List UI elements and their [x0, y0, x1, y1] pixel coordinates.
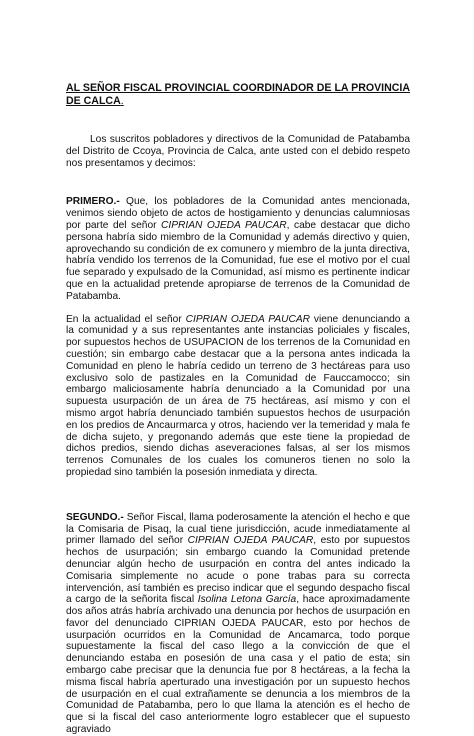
paragraph-text: Señor Fiscal, llama poderosamente la atención el hecho e que la Comisaria de Pisaq, la cual tiene jurisdicción, acude inmediatamente al primer llamado del señor: [66, 511, 410, 547]
document-title: [66, 82, 410, 107]
person-name: CIPRIAN OJEDA PAUCAR: [187, 535, 314, 547]
person-name: Isolina Letona García: [197, 594, 297, 606]
paragraph-text: En la actualidad el señor: [66, 313, 186, 325]
title-end: .: [120, 94, 124, 107]
paragraph-lead: PRIMERO.-: [66, 196, 120, 208]
paragraph-actualidad: [66, 314, 410, 479]
person-name: CIPRIAN OJEDA PAUCAR: [161, 219, 287, 231]
paragraph-text: , esto por supuestos hechos de usurpación; sin embargo cuando la Comunidad pretende denunciar algún hecho de usurpación en contra del antes indicado la Comisaria simplemente no acude o pone trabas para su correcta intervención, así también es preciso indicar que el segundo despacho fiscal a cargo de la señorita fiscal: [66, 535, 410, 606]
paragraph-text: , hace aproximadamente dos años atrás habría archivado una denuncia por hechos de usurpación en favor del denunciado CIPRIAN OJEDA PAUCAR, esto por hechos de usurpación ocurridos en la Comunidad de Ancamarca, todo porque supuestamente la fiscal del caso llego a la convicción de que el denunciando estaba en posesión de una casa y el patio de esta; sin embargo cabe precisar que la denuncia fue por 8 hectáreas, a la fecha la misma fiscal habría aperturado una investigación por un supuesto hechos de usurpación en el cual extrañamente se denuncia a los miembros de la Comunidad de Patabamba, pero lo que llama la atención es el hecho de que si la fiscal del caso anteriormente logro establecer que el supuesto agraviado: [66, 594, 410, 736]
paragraph-segundo: [66, 512, 410, 736]
paragraph-text: Que, los pobladores de la Comunidad antes mencionada, venimos siendo objeto de actos de hostigamiento y denuncias calumniosas por parte del señor: [66, 196, 410, 231]
paragraph-text: , cabe destacar que dicho persona habría sido miembro de la Comunidad y además directivo y quien, aprovechando su condición de ex comunero y miembro de la junta directiva, habría vendido los terrenos de la Comunidad, fue ese el motivo por el cual fue separado y expulsado de la Comunidad, así mismo es pertinente indicar que en la actualidad pretende apropiarse de terrenos de la Comunidad de Patabamba.: [66, 219, 410, 302]
person-name: CIPRIAN OJEDA PAUCAR: [185, 313, 310, 325]
paragraph-lead: SEGUNDO.-: [66, 511, 124, 523]
title-text: AL SEÑOR FISCAL PROVINCIAL COORDINADOR DE LA PROVINCIA DE CALCA: [66, 82, 410, 107]
intro-paragraph: Los suscritos pobladores y directivos de la Comunidad de Patabamba del Distrito de Ccoya, Provincia de Calca, ante usted con el debido respeto nos presentamos y decimos:: [66, 134, 410, 169]
paragraph-primero: [66, 196, 410, 302]
paragraph-text: viene denunciando a la comunidad y a sus representantes ante instancias policiales y fiscales, por supuestos hechos de USUPACION de los terrenos de la Comunidad en cuestión; sin embargo cabe destacar que a la persona antes indicada la Comunidad en pleno le habría cedido un terreno de 3 hectáreas para uso exclusivo solo de pastizales en la Comunidad de Fauccamocco; sin embargo maliciosamente habría denunciado a la Comunidad por una supuesta usurpación de un área de 75 hectáreas, así mismo y con el mismo argot habría denunciado también supuestos hechos de usurpación en los predios de Ancaurmarca y otros, haciendo ver la temeridad y mala fe de dicha sujeto, y pregonando además que este tiene la propiedad de dichos predios, siendo dichas aseveraciones falsas, al ser los mismos terrenos Comunales de los cuales los comuneros tienen no solo la propiedad sino también la posesión inmediata y directa.: [66, 313, 410, 478]
